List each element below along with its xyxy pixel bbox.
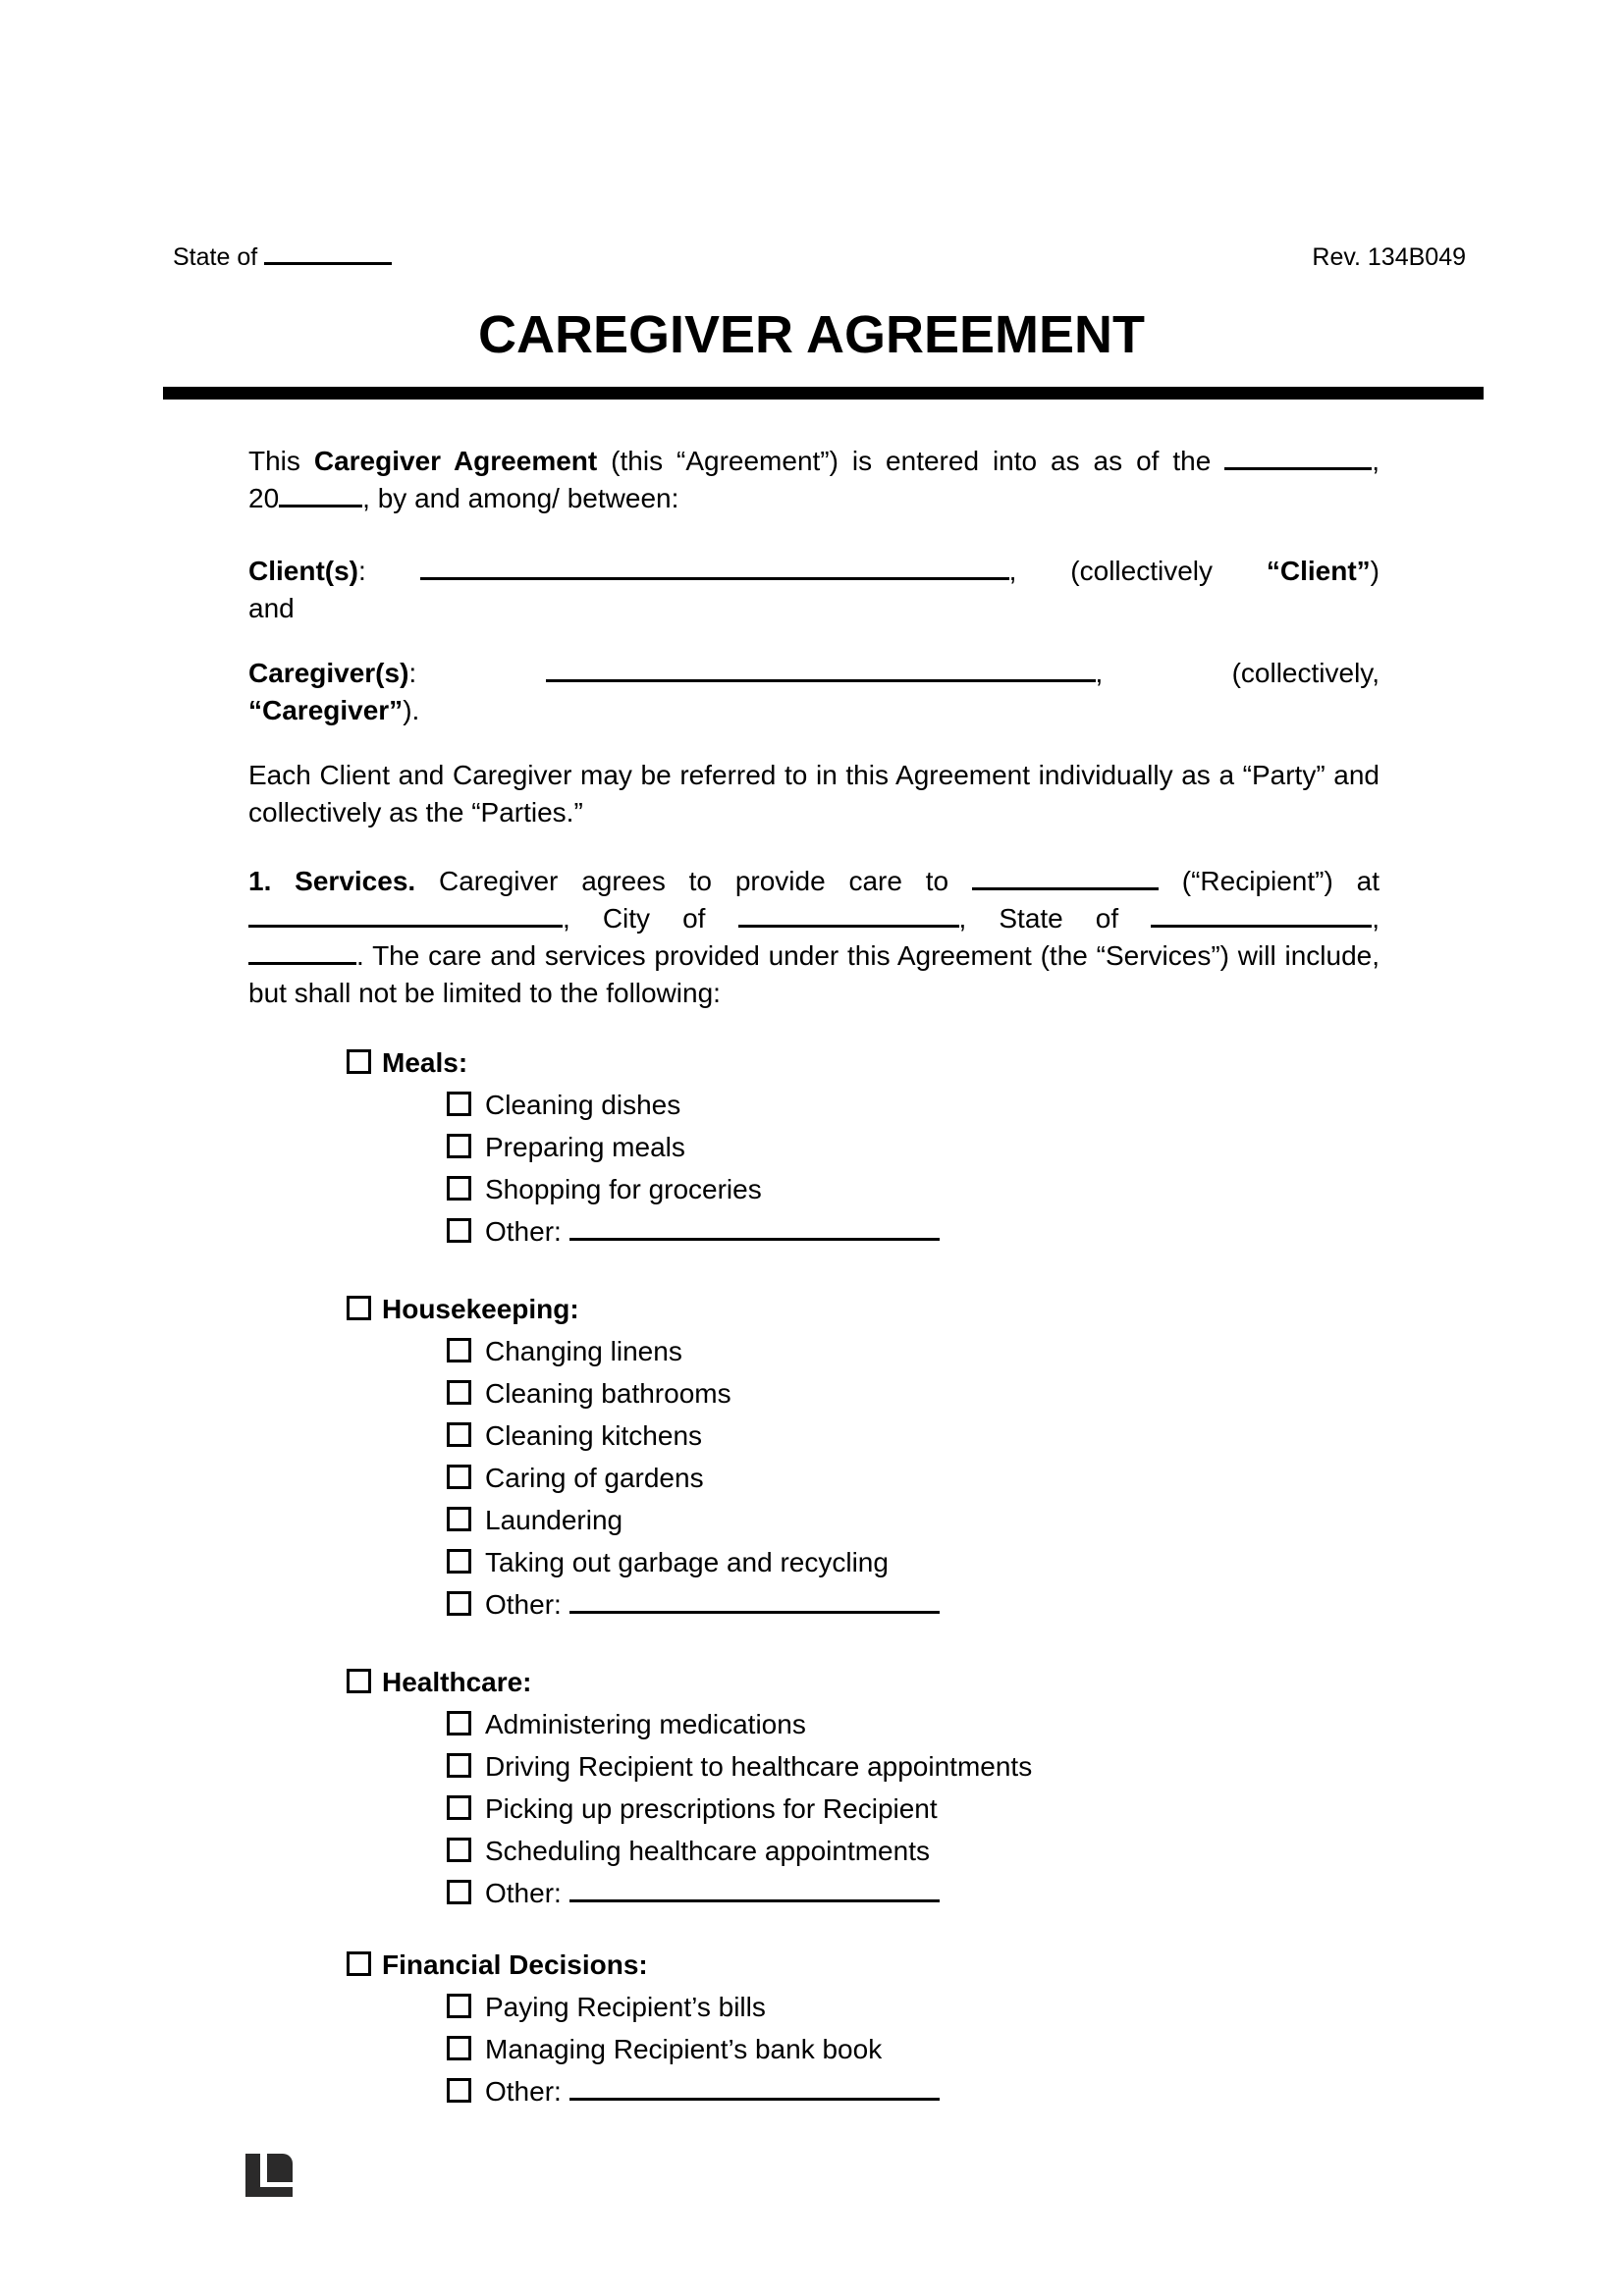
title-divider bbox=[163, 387, 1484, 400]
client-line-2 bbox=[248, 590, 1380, 627]
checkbox-icon[interactable] bbox=[447, 1422, 471, 1447]
document-body bbox=[248, 443, 1380, 2112]
logo-rounded-block bbox=[267, 2154, 293, 2182]
client-line-1 bbox=[248, 553, 1380, 590]
caregiver-name-blank-field[interactable] bbox=[546, 660, 1096, 682]
state-blank-field[interactable] bbox=[264, 242, 392, 265]
checklist-item bbox=[447, 1457, 1380, 1499]
intro-tail: , by and among/ between: bbox=[362, 483, 679, 513]
checklist-item bbox=[447, 1330, 1380, 1372]
zip-blank-field[interactable] bbox=[248, 942, 356, 965]
item-label: Other: bbox=[485, 1589, 562, 1620]
checkbox-icon[interactable] bbox=[447, 1380, 471, 1405]
caregiver-line-2 bbox=[248, 692, 1380, 729]
item-label: Cleaning kitchens bbox=[485, 1420, 703, 1451]
item-label: Shopping for groceries bbox=[485, 1174, 762, 1204]
checkbox-icon[interactable] bbox=[447, 1880, 471, 1904]
item-label: Preparing meals bbox=[485, 1132, 685, 1162]
checklist-item bbox=[447, 1830, 1380, 1872]
service-category-meals bbox=[248, 1041, 1380, 1253]
category-title: Housekeeping: bbox=[382, 1294, 579, 1324]
checkbox-icon[interactable] bbox=[447, 1753, 471, 1778]
address-blank-field[interactable] bbox=[248, 905, 563, 928]
services-line-3 bbox=[248, 937, 1380, 975]
item-label: Caring of gardens bbox=[485, 1463, 704, 1493]
item-label: Taking out garbage and recycling bbox=[485, 1547, 889, 1577]
checkbox-icon[interactable] bbox=[447, 1338, 471, 1362]
checkbox-icon[interactable] bbox=[447, 1507, 471, 1531]
year-blank-field[interactable] bbox=[279, 485, 362, 507]
checklist-item bbox=[447, 1126, 1380, 1168]
intro-paragraph bbox=[248, 443, 1380, 517]
services-line-4: but shall not be limited to the following: bbox=[248, 978, 721, 1008]
checkbox-icon[interactable] bbox=[447, 1176, 471, 1201]
category-title: Meals: bbox=[382, 1047, 468, 1078]
checkbox-icon[interactable] bbox=[447, 1092, 471, 1116]
checklist-item-other bbox=[447, 2070, 1380, 2112]
checklist-item bbox=[447, 1541, 1380, 1583]
parties-line-1: Each Client and Caregiver may be referred to in this Agreement individually as a “Party” and bbox=[248, 760, 1380, 790]
other-blank-field[interactable] bbox=[569, 1218, 940, 1241]
healthcare-checkbox-icon[interactable] bbox=[347, 1669, 371, 1693]
caregiver-line-1 bbox=[248, 655, 1380, 692]
services-section bbox=[248, 863, 1380, 1012]
other-blank-field[interactable] bbox=[569, 1591, 940, 1614]
financial-decisions-checkbox-icon[interactable] bbox=[347, 1951, 371, 1976]
effective-date-blank-field[interactable] bbox=[1224, 448, 1372, 470]
category-title-row bbox=[347, 1944, 1380, 1986]
client-and: and bbox=[248, 593, 295, 623]
intro-text-rest: (this “Agreement”) is entered into as as of the bbox=[611, 446, 1212, 476]
legal-templates-logo bbox=[245, 2154, 293, 2197]
item-label: Changing linens bbox=[485, 1336, 682, 1366]
client-colon: : bbox=[358, 556, 366, 586]
city-blank-field[interactable] bbox=[738, 905, 959, 928]
checkbox-icon[interactable] bbox=[447, 1711, 471, 1735]
caregiver-clause bbox=[248, 655, 1380, 729]
services-text-2a: , City of bbox=[563, 903, 706, 934]
item-label: Scheduling healthcare appointments bbox=[485, 1836, 930, 1866]
checklist-item bbox=[447, 1168, 1380, 1210]
other-blank-field[interactable] bbox=[569, 2078, 940, 2101]
housekeeping-checkbox-icon[interactable] bbox=[347, 1296, 371, 1320]
client-label: Client(s) bbox=[248, 556, 358, 586]
item-label: Administering medications bbox=[485, 1709, 806, 1739]
item-label: Paying Recipient’s bills bbox=[485, 1992, 766, 2022]
service-category-healthcare bbox=[248, 1661, 1380, 1914]
parties-clause bbox=[248, 757, 1380, 831]
caregiver-comma: , bbox=[1095, 658, 1104, 688]
item-label: Managing Recipient’s bank book bbox=[485, 2034, 883, 2064]
services-line-1 bbox=[248, 863, 1380, 900]
item-label: Driving Recipient to healthcare appointments bbox=[485, 1751, 1033, 1782]
checklist-item bbox=[447, 1745, 1380, 1788]
checkbox-icon[interactable] bbox=[447, 2078, 471, 2103]
item-label: Other: bbox=[485, 1878, 562, 1908]
checklist-item-other bbox=[447, 1872, 1380, 1914]
state-of-line bbox=[173, 241, 392, 273]
checklist-item bbox=[447, 1415, 1380, 1457]
intro-line-1 bbox=[248, 443, 1380, 480]
client-term: “Client” bbox=[1266, 556, 1371, 586]
checkbox-icon[interactable] bbox=[447, 1218, 471, 1243]
item-label: Other: bbox=[485, 2076, 562, 2107]
service-category-housekeeping bbox=[248, 1288, 1380, 1626]
caregiver-label: Caregiver(s) bbox=[248, 658, 409, 688]
services-text-1b: (“Recipient”) at bbox=[1181, 866, 1380, 896]
category-title: Financial Decisions: bbox=[382, 1949, 648, 1980]
checkbox-icon[interactable] bbox=[447, 2036, 471, 2060]
item-label: Cleaning bathrooms bbox=[485, 1378, 731, 1409]
service-category-financial-decisions bbox=[248, 1944, 1380, 2112]
checklist-item bbox=[447, 1372, 1380, 1415]
client-clause bbox=[248, 553, 1380, 627]
client-collectively: , (collectively bbox=[1008, 556, 1214, 586]
checklist-item-other bbox=[447, 1583, 1380, 1626]
services-line-2 bbox=[248, 900, 1380, 937]
checkbox-icon[interactable] bbox=[447, 1549, 471, 1574]
logo-bottom-bar bbox=[245, 2187, 293, 2197]
item-label: Cleaning dishes bbox=[485, 1090, 681, 1120]
category-title: Healthcare: bbox=[382, 1667, 532, 1697]
checkbox-icon[interactable] bbox=[447, 1838, 471, 1862]
item-label: Picking up prescriptions for Recipient bbox=[485, 1793, 938, 1824]
services-text-3: . The care and services provided under this Agreement (the “Services”) will include, bbox=[356, 940, 1380, 971]
client-close-paren: ) bbox=[1370, 556, 1380, 586]
checklist-item bbox=[447, 1986, 1380, 2028]
meals-checkbox-icon[interactable] bbox=[347, 1049, 371, 1074]
document-title: CAREGIVER AGREEMENT bbox=[477, 305, 1146, 364]
item-label: Other: bbox=[485, 1216, 562, 1247]
revision-number: Rev. 134B049 bbox=[1312, 243, 1466, 271]
client-name-blank-field[interactable] bbox=[420, 558, 1009, 580]
checklist-item bbox=[447, 1499, 1380, 1541]
checkbox-icon[interactable] bbox=[447, 1591, 471, 1616]
state-blank-field-2[interactable] bbox=[1151, 905, 1372, 928]
services-text-2b: , State of bbox=[958, 903, 1119, 934]
category-title-row bbox=[347, 1041, 1380, 1084]
caregiver-colon: : bbox=[408, 658, 417, 688]
services-text-2c: , bbox=[1372, 903, 1380, 934]
recipient-name-blank-field[interactable] bbox=[972, 868, 1159, 890]
category-title-row bbox=[347, 1288, 1380, 1330]
checklist-item-other bbox=[447, 1210, 1380, 1253]
other-blank-field[interactable] bbox=[569, 1880, 940, 1902]
state-of-label: State of bbox=[173, 243, 258, 271]
intro-line-2 bbox=[248, 480, 1380, 517]
checklist-item bbox=[447, 1703, 1380, 1745]
caregiver-close-paren: ). bbox=[403, 695, 420, 725]
category-title-row bbox=[347, 1661, 1380, 1703]
intro-text-pre: This bbox=[248, 446, 300, 476]
document-header bbox=[0, 0, 1623, 273]
checkbox-icon[interactable] bbox=[447, 1465, 471, 1489]
services-heading: 1. Services. bbox=[248, 866, 416, 896]
checkbox-icon[interactable] bbox=[447, 1795, 471, 1820]
item-label: Laundering bbox=[485, 1505, 623, 1535]
year-prefix: 20 bbox=[248, 483, 280, 513]
parties-line-2: collectively as the “Parties.” bbox=[248, 797, 583, 828]
caregiver-term: “Caregiver” bbox=[248, 695, 404, 725]
services-text-1a: Caregiver agrees to provide care to bbox=[439, 866, 949, 896]
agreement-term: Caregiver Agreement bbox=[313, 446, 598, 476]
caregiver-collectively: (collectively, bbox=[1231, 658, 1380, 688]
checklist-item bbox=[447, 1084, 1380, 1126]
checkbox-icon[interactable] bbox=[447, 1994, 471, 2018]
checklist-item bbox=[447, 2028, 1380, 2070]
intro-comma: , bbox=[1372, 446, 1380, 476]
checklist-item bbox=[447, 1788, 1380, 1830]
checkbox-icon[interactable] bbox=[447, 1134, 471, 1158]
